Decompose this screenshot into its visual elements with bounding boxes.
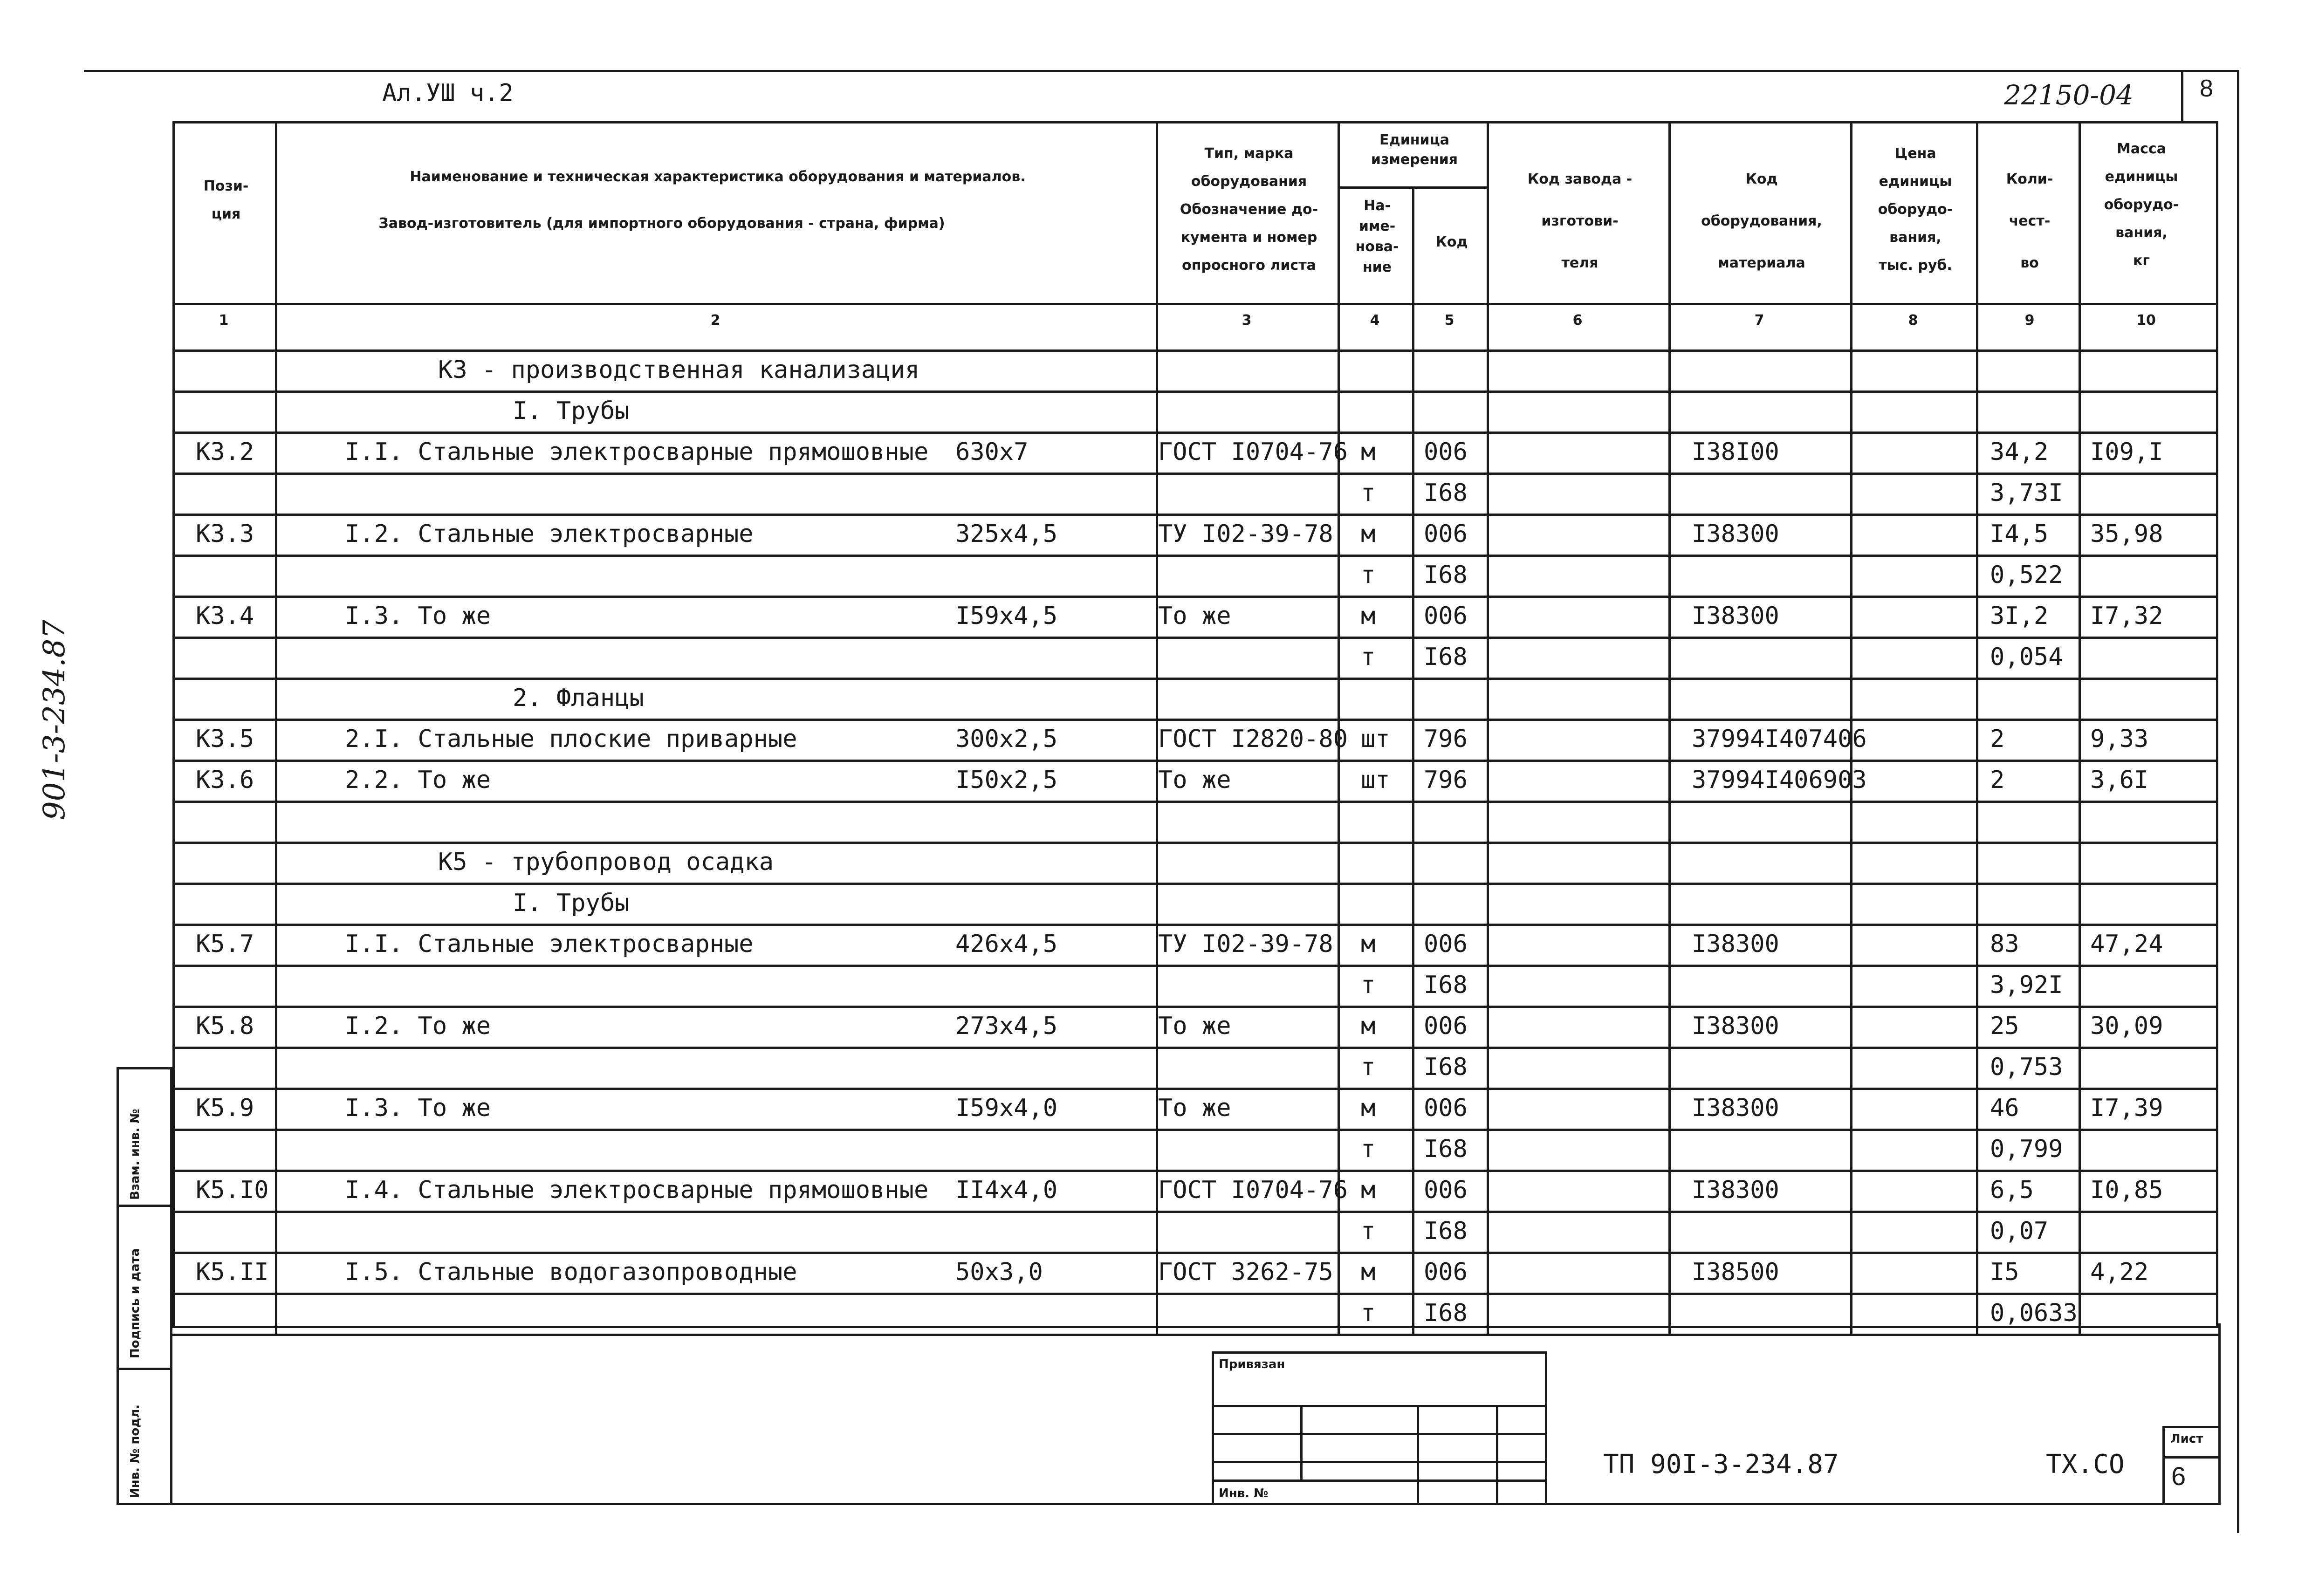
row-unit: м — [1361, 1012, 1376, 1040]
row-equipment-code: I38300 — [1692, 602, 1779, 630]
row-unit-code: 006 — [1424, 602, 1468, 630]
row-unit-code: I68 — [1424, 1299, 1468, 1327]
bottom-frame — [117, 1503, 2218, 1505]
row-unit: т — [1361, 479, 1376, 507]
row-quantity: 25 — [1990, 1012, 2019, 1040]
column-divider — [2079, 121, 2081, 1334]
left-stamp — [117, 1067, 172, 1505]
row-name: 2. Фланцы — [513, 684, 644, 712]
col-factory-code-header: Код завода - изготови- теля — [1527, 171, 1633, 271]
row-unit-code: 006 — [1424, 1176, 1468, 1204]
row-type: ТУ I02-39-78 — [1158, 520, 1333, 548]
title-sheet-label: Лист — [2170, 1432, 2203, 1446]
col-type-header — [1160, 140, 1338, 280]
colnum: 7 — [1754, 312, 1764, 329]
row-unit: м — [1361, 520, 1376, 548]
row-divider — [172, 514, 2218, 516]
row-divider — [172, 965, 2218, 967]
row-type: ГОСТ I2820-80 — [1158, 725, 1348, 753]
column-number-row — [172, 303, 2218, 349]
row-divider — [172, 842, 2218, 844]
row-quantity: 0,054 — [1990, 643, 2063, 671]
row-divider — [172, 1293, 2218, 1295]
row-type: То же — [1158, 766, 1231, 794]
row-name: 2.2. То же — [345, 766, 491, 794]
row-unit-code: 006 — [1424, 520, 1468, 548]
row-size: 426x4,5 — [955, 930, 1058, 958]
col-type-line: оборудования — [1191, 173, 1307, 190]
colnum: 8 — [1908, 312, 1918, 329]
col-name-header-1: Наименование и техническая характеристика оборудования и материалов. — [410, 169, 1026, 185]
row-unit: м — [1361, 602, 1376, 630]
sheet-number: 8 — [2200, 75, 2213, 102]
row-equipment-code: I38I00 — [1692, 438, 1779, 466]
colnum: 4 — [1370, 312, 1380, 329]
row-divider — [172, 883, 2218, 885]
stamp-divider — [119, 1368, 172, 1370]
row-unit: шт — [1361, 725, 1390, 753]
colnum: 3 — [1242, 312, 1252, 329]
binding-col — [1300, 1405, 1303, 1480]
sheet-box-left — [2181, 70, 2183, 121]
row-divider — [172, 760, 2218, 762]
col-type-line: опросного листа — [1182, 257, 1316, 274]
row-type: То же — [1158, 1094, 1231, 1122]
row-unit-code: 006 — [1424, 1012, 1468, 1040]
row-quantity: 0,522 — [1990, 561, 2063, 589]
header-bottom-rule — [172, 303, 2218, 305]
row-size: 325x4,5 — [955, 520, 1058, 548]
stamp-inv-orig: Инв. № подл. — [128, 1404, 142, 1498]
row-divider — [172, 637, 2218, 639]
row-quantity: I5 — [1990, 1258, 2019, 1286]
row-unit: м — [1361, 930, 1376, 958]
row-equipment-code: I38300 — [1692, 930, 1779, 958]
row-name: I.4. Стальные электросварные прямошовные — [345, 1176, 929, 1204]
row-quantity: 6,5 — [1990, 1176, 2034, 1204]
row-position: К5.8 — [196, 1012, 254, 1040]
col-name-header-2: Завод-изготовитель (для импортного оборудования - страна, фирма) — [378, 215, 945, 232]
side-document-stamp: 901-3-234.87 — [37, 619, 72, 820]
row-size: 300x2,5 — [955, 725, 1058, 753]
row-mass: 3,6I — [2090, 766, 2149, 794]
row-mass: 9,33 — [2090, 725, 2149, 753]
row-quantity: 83 — [1990, 930, 2019, 958]
row-name: 2.I. Стальные плоские приварные — [345, 725, 797, 753]
row-unit-code: I68 — [1424, 1135, 1468, 1163]
column-number-bottom-rule — [172, 349, 2218, 352]
row-name: I.2. То же — [345, 1012, 491, 1040]
stamp-replace-inv: Взам. инв. № — [128, 1109, 142, 1200]
row-name: I.2. Стальные электросварные — [345, 520, 754, 548]
col-type-line: Обозначение до- — [1180, 201, 1318, 218]
row-mass: 30,09 — [2090, 1012, 2163, 1040]
top-rule — [84, 70, 2237, 72]
row-unit-code: I68 — [1424, 479, 1468, 507]
stamp-signature-date: Подпись и дата — [128, 1248, 142, 1358]
row-size: 273x4,5 — [955, 1012, 1058, 1040]
row-name: I.I. Стальные электросварные прямошовные — [345, 438, 929, 466]
col-unit-name-header: На- име- нова- ние — [1355, 198, 1399, 275]
row-unit: т — [1361, 1135, 1376, 1163]
binding-label: Привязан — [1219, 1357, 1285, 1371]
row-divider — [172, 1170, 2218, 1172]
row-size: I50x2,5 — [955, 766, 1058, 794]
row-position: К3.4 — [196, 602, 254, 630]
row-name: I.5. Стальные водогазопроводные — [345, 1258, 797, 1286]
title-sheet-number: 6 — [2171, 1461, 2186, 1491]
colnum: 2 — [710, 312, 720, 329]
row-divider — [172, 1252, 2218, 1254]
row-divider — [172, 390, 2218, 393]
col-pos-header: Пози- ция — [203, 178, 249, 222]
row-quantity: 3I,2 — [1990, 602, 2049, 630]
row-divider — [172, 678, 2218, 680]
col-type-line: Тип, марка — [1204, 145, 1294, 162]
column-divider — [1487, 121, 1489, 1334]
col-unit-group-header: Единица измерения — [1371, 132, 1458, 168]
row-equipment-code: I38300 — [1692, 1094, 1779, 1122]
title-sheet-divider — [2165, 1456, 2218, 1459]
row-equipment-code: I38300 — [1692, 1176, 1779, 1204]
row-unit-code: I68 — [1424, 1053, 1468, 1081]
row-unit: т — [1361, 1299, 1376, 1327]
row-divider — [172, 801, 2218, 803]
row-divider — [172, 719, 2218, 721]
binding-col — [1496, 1405, 1498, 1505]
row-divider — [172, 1088, 2218, 1090]
row-unit-code: I68 — [1424, 561, 1468, 589]
row-quantity: 0,799 — [1990, 1135, 2063, 1163]
colnum: 9 — [2024, 312, 2035, 329]
row-mass: 4,22 — [2090, 1258, 2149, 1286]
row-unit-code: 006 — [1424, 930, 1468, 958]
col-mass-header: Масса единицы оборудо- вания, кг — [2104, 141, 2179, 269]
row-quantity: 2 — [1990, 766, 2005, 794]
col-qty-header: Коли- чест- во — [2006, 171, 2053, 271]
col-price-header: Цена единицы оборудо- вания, тыс. руб. — [1878, 145, 1953, 274]
row-quantity: 0,753 — [1990, 1053, 2063, 1081]
row-type: ГОСТ I0704-76 — [1158, 438, 1348, 466]
row-divider — [172, 1129, 2218, 1131]
row-quantity: I4,5 — [1990, 520, 2049, 548]
document-code: 22150-04 — [2004, 79, 2134, 111]
stamp-divider — [119, 1205, 172, 1207]
row-type: То же — [1158, 1012, 1231, 1040]
inv-label: Инв. № — [1219, 1486, 1269, 1500]
colnum: 1 — [219, 312, 229, 329]
row-divider — [172, 473, 2218, 475]
row-equipment-code: I38500 — [1692, 1258, 1779, 1286]
col-equip-code-header: Код оборудования, материала — [1701, 171, 1822, 271]
row-equipment-code: 37994I407406 — [1692, 725, 1867, 753]
row-mass: I7,39 — [2090, 1094, 2163, 1122]
row-size: 50x3,0 — [955, 1258, 1043, 1286]
row-unit: т — [1361, 643, 1376, 671]
row-divider — [172, 1211, 2218, 1213]
row-name: I.I. Стальные электросварные — [345, 930, 754, 958]
row-size: I59x4,5 — [955, 602, 1058, 630]
row-unit-code: I68 — [1424, 1217, 1468, 1245]
row-name: I.3. То же — [345, 602, 491, 630]
binding-col — [1417, 1405, 1419, 1505]
row-unit: т — [1361, 1217, 1376, 1245]
row-divider — [172, 555, 2218, 557]
row-equipment-code: I38300 — [1692, 520, 1779, 548]
row-unit-code: I68 — [1424, 643, 1468, 671]
row-divider — [172, 1334, 2218, 1336]
row-name: К5 - трубопровод осадка — [438, 848, 774, 876]
row-size: 630x7 — [955, 438, 1029, 466]
row-type: То же — [1158, 602, 1231, 630]
colnum: 6 — [1572, 312, 1583, 329]
row-quantity: 34,2 — [1990, 438, 2049, 466]
row-position: К5.9 — [196, 1094, 254, 1122]
row-unit: м — [1361, 1176, 1376, 1204]
title-sheet-box — [2162, 1426, 2218, 1505]
row-name: I. Трубы — [513, 889, 630, 917]
row-unit: м — [1361, 1258, 1376, 1286]
row-position: К3.6 — [196, 766, 254, 794]
row-size: I59x4,0 — [955, 1094, 1058, 1122]
row-divider — [172, 1047, 2218, 1049]
col-type-line: кумента и номер — [1180, 229, 1317, 246]
colnum: 10 — [2136, 312, 2156, 329]
col-unit-code-header: Код — [1435, 234, 1468, 250]
row-quantity: 3,92I — [1990, 971, 2063, 999]
row-type: ГОСТ I0704-76 — [1158, 1176, 1348, 1204]
row-position: К5.I0 — [196, 1176, 269, 1204]
bottom-right-frame — [2218, 1323, 2221, 1505]
row-mass: I0,85 — [2090, 1176, 2163, 1204]
row-equipment-code: 37994I406903 — [1692, 766, 1867, 794]
row-unit-code: 796 — [1424, 725, 1468, 753]
row-mass: I09,I — [2090, 438, 2163, 466]
row-unit-code: 006 — [1424, 438, 1468, 466]
row-unit: шт — [1361, 766, 1390, 794]
row-unit-code: I68 — [1424, 971, 1468, 999]
row-quantity: 0,07 — [1990, 1217, 2049, 1245]
row-divider — [172, 432, 2218, 434]
row-equipment-code: I38300 — [1692, 1012, 1779, 1040]
row-position: К3.2 — [196, 438, 254, 466]
row-unit: т — [1361, 971, 1376, 999]
row-divider — [172, 1006, 2218, 1008]
row-unit: м — [1361, 1094, 1376, 1122]
column-divider — [1668, 121, 1671, 1334]
row-mass: 47,24 — [2090, 930, 2163, 958]
row-name: К3 - производственная канализация — [438, 356, 920, 384]
row-quantity: 3,73I — [1990, 479, 2063, 507]
row-mass: I7,32 — [2090, 602, 2163, 630]
row-type: ГОСТ 3262-75 — [1158, 1258, 1333, 1286]
colnum: 5 — [1444, 312, 1454, 329]
album-label: Ал.УШ ч.2 — [382, 79, 514, 107]
right-frame — [2237, 70, 2239, 1533]
binding-box — [1212, 1351, 1547, 1505]
row-type: ТУ I02-39-78 — [1158, 930, 1333, 958]
row-quantity: 2 — [1990, 725, 2005, 753]
row-unit-code: 796 — [1424, 766, 1468, 794]
row-unit: т — [1361, 1053, 1376, 1081]
row-divider — [172, 924, 2218, 926]
row-position: К5.7 — [196, 930, 254, 958]
row-position: К3.5 — [196, 725, 254, 753]
row-position: К5.II — [196, 1258, 269, 1286]
row-position: К3.3 — [196, 520, 254, 548]
row-name: I. Трубы — [513, 397, 630, 425]
equipment-table — [172, 121, 2218, 1328]
row-name: I.3. То же — [345, 1094, 491, 1122]
column-divider — [275, 121, 277, 1334]
row-size: II4x4,0 — [955, 1176, 1058, 1204]
row-mass: 35,98 — [2090, 520, 2163, 548]
row-unit-code: 006 — [1424, 1258, 1468, 1286]
row-unit: м — [1361, 438, 1376, 466]
column-divider — [1976, 121, 1978, 1334]
row-quantity: 46 — [1990, 1094, 2019, 1122]
row-quantity: 0,0633 — [1990, 1299, 2078, 1327]
title-code: ТХ.СО — [2046, 1449, 2125, 1480]
row-divider — [172, 596, 2218, 598]
row-unit: т — [1361, 561, 1376, 589]
title-doc: ТП 90I-3-234.87 — [1603, 1449, 1839, 1480]
row-unit-code: 006 — [1424, 1094, 1468, 1122]
